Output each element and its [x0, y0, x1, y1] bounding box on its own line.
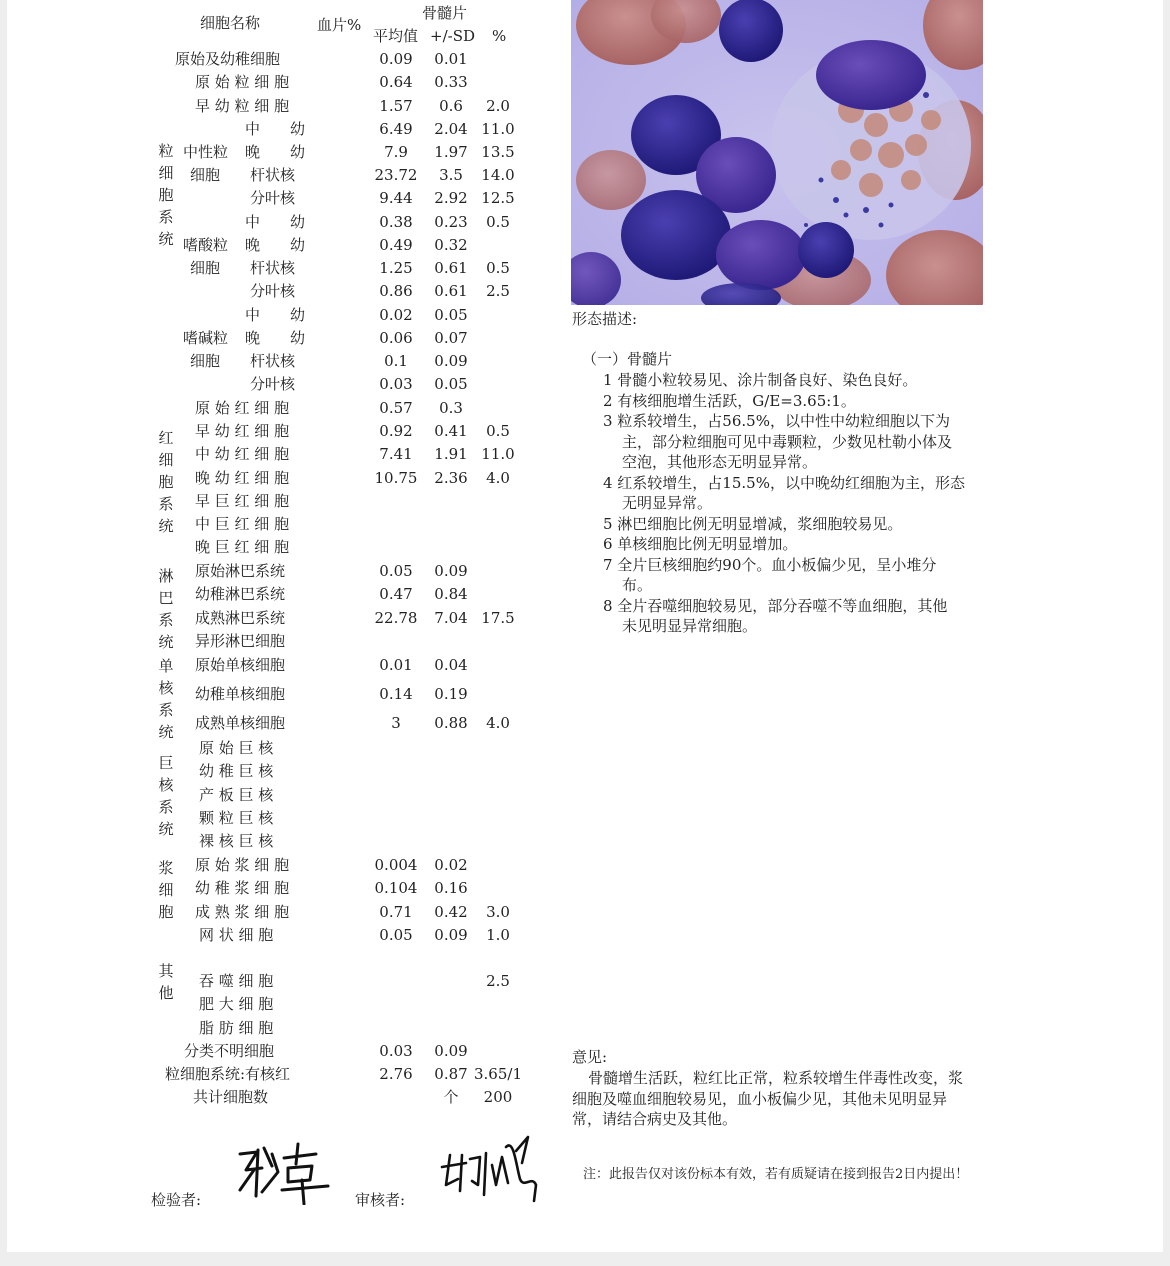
marrow-sd: 0.87: [434, 1065, 468, 1083]
group-plasma: 浆细胞: [158, 859, 174, 921]
marrow-sd: 1.97: [434, 143, 468, 161]
cell-name: 幼稚单核细胞: [195, 685, 286, 703]
cell-name: 原 始 浆 细 胞: [195, 856, 290, 874]
marrow-sd: 0.61: [434, 282, 468, 300]
cell-name: 早 幼 粒 细 胞: [195, 97, 290, 115]
header-blood-pct: 血片%: [317, 16, 362, 34]
group-erythroid: 红细胞系统: [158, 429, 174, 535]
cell-name: 裸 核 巨 核: [199, 832, 274, 850]
subgroup-basophil: 嗜碱粒: [183, 329, 229, 347]
cell-name: 原 始 红 细 胞: [195, 399, 290, 417]
cell-name: 共计细胞数: [193, 1088, 269, 1106]
header-sd: +/-SD: [430, 27, 475, 45]
cell-name: 颗 粒 巨 核: [199, 809, 274, 827]
marrow-sd: 0.42: [434, 903, 468, 921]
marrow-sd: 0.84: [434, 585, 468, 603]
marrow-sd: 3.5: [439, 166, 463, 184]
marrow-sd: 2.04: [434, 120, 468, 138]
marrow-mean: 7.41: [379, 445, 413, 463]
cell-name: 晚 巨 红 细 胞: [195, 538, 290, 556]
disclaimer-note: 注：此报告仅对该份标本有效，若有质疑请在接到报告2日内提出！: [583, 1167, 969, 1182]
opinion-line: 细胞及噬血细胞较易见，血小板偏少见，其他未见明显异: [572, 1089, 948, 1108]
marrow-sd: 2.92: [434, 189, 468, 207]
group-mega: 巨核系统: [158, 754, 174, 838]
opinion-line: 骨髓增生活跃，粒红比正常，粒系较增生伴毒性改变，浆: [588, 1069, 964, 1087]
morphology-line: 无明显异常。: [622, 494, 713, 512]
cell-name: 幼 稚 巨 核: [199, 762, 274, 780]
marrow-mean: 0.47: [379, 585, 413, 603]
morphology-title: 形态描述:: [572, 310, 638, 328]
marrow-sd: 0.32: [434, 236, 468, 254]
marrow-pct: 4.0: [486, 714, 510, 732]
subgroup-eosinophil: 嗜酸粒: [183, 236, 229, 254]
opinion-title: 意见:: [572, 1048, 608, 1066]
cell-name: 吞 噬 细 胞: [199, 972, 274, 990]
marrow-mean: 0.03: [379, 1042, 413, 1060]
marrow-sd: 0.09: [434, 352, 468, 370]
marrow-mean: 0.57: [379, 399, 413, 417]
marrow-sd: 0.16: [434, 879, 468, 897]
morphology-line: 4 红系较增生，占15.5%，以中晚幼红细胞为主，形态: [603, 473, 965, 492]
marrow-pct: 3.65/1: [474, 1065, 522, 1083]
cell-name: 产 板 巨 核: [199, 786, 274, 804]
marrow-pct: 0.5: [486, 259, 510, 277]
marrow-pct: 200: [483, 1088, 513, 1106]
opinion-line: 常，请结合病史及其他。: [572, 1110, 738, 1128]
marrow-sd: 0.19: [434, 685, 468, 703]
cell-name: 中 巨 红 细 胞: [195, 515, 290, 533]
marrow-sd: 0.07: [434, 329, 468, 347]
cell-name: 分叶核: [250, 189, 296, 207]
cell-name: 早 幼 红 细 胞: [195, 422, 290, 440]
cell-name: 原 始 粒 细 胞: [195, 73, 290, 91]
cell-name: 杆状核: [250, 259, 296, 277]
marrow-mean: 1.25: [379, 259, 413, 277]
marrow-mean: 3: [391, 714, 401, 732]
subgroup-neutrophil: 中性粒: [183, 143, 229, 161]
marrow-sd: 0.01: [434, 50, 468, 68]
marrow-mean: 0.004: [374, 856, 418, 874]
morphology-line: 空泡，其他形态无明显异常。: [622, 453, 818, 471]
cell-name: 幼 稚 浆 细 胞: [195, 879, 290, 897]
cell-name: 中 幼: [245, 306, 306, 324]
marrow-sd: 0.23: [434, 213, 468, 231]
cell-name: 原始及幼稚细胞: [175, 50, 281, 68]
header-marrow: 骨髓片: [422, 4, 468, 22]
inspector-signature: [232, 1140, 337, 1209]
marrow-sd: 个: [443, 1088, 459, 1106]
cell-name: 杆状核: [250, 352, 296, 370]
cell-name: 中 幼: [245, 213, 306, 231]
morphology-line: 5 淋巴细胞比例无明显增减，浆细胞较易见。: [603, 514, 903, 533]
morphology-line: 2 有核细胞增生活跃，G/E=3.65:1。: [603, 391, 856, 410]
marrow-mean: 6.49: [379, 120, 413, 138]
cell-name: 分叶核: [250, 375, 296, 393]
subgroup-eosinophil-cell: 细胞: [190, 259, 221, 277]
marrow-pct: 13.5: [481, 143, 515, 161]
bone-marrow-micrograph: [571, 0, 983, 305]
marrow-sd: 0.04: [434, 656, 468, 674]
group-mono: 单核系统: [158, 657, 174, 741]
marrow-pct: 11.0: [481, 445, 515, 463]
cell-name: 晚 幼: [245, 143, 306, 161]
cell-name: 晚 幼: [245, 236, 306, 254]
cell-name: 脂 肪 细 胞: [199, 1019, 274, 1037]
subgroup-basophil-cell: 细胞: [190, 352, 221, 370]
morphology-line: 1 骨髓小粒较易见、涂片制备良好、染色良好。: [603, 371, 918, 389]
cell-name: 成 熟 浆 细 胞: [195, 903, 290, 921]
marrow-mean: 10.75: [374, 469, 418, 487]
page-border-right: [1163, 0, 1170, 1266]
cell-name: 肥 大 细 胞: [199, 995, 274, 1013]
marrow-sd: 0.02: [434, 856, 468, 874]
cell-name: 粒细胞系统:有核红: [165, 1065, 291, 1083]
marrow-mean: 0.09: [379, 50, 413, 68]
marrow-pct: 1.0: [486, 926, 510, 944]
marrow-sd: 0.05: [434, 306, 468, 324]
marrow-mean: 1.57: [379, 97, 413, 115]
marrow-pct: 2.5: [486, 972, 510, 990]
marrow-mean: 0.05: [379, 926, 413, 944]
marrow-mean: 0.02: [379, 306, 413, 324]
morphology-line: 3 粒系较增生，占56.5%，以中性中幼粒细胞以下为: [603, 412, 950, 430]
marrow-mean: 0.05: [379, 562, 413, 580]
marrow-mean: 0.1: [384, 352, 408, 370]
marrow-mean: 23.72: [374, 166, 418, 184]
cell-name: 幼稚淋巴系统: [195, 585, 286, 603]
marrow-sd: 0.09: [434, 562, 468, 580]
marrow-pct: 4.0: [486, 469, 510, 487]
marrow-pct: 3.0: [486, 903, 510, 921]
page-border-left: [0, 0, 7, 1266]
header-cell-name: 细胞名称: [200, 14, 261, 32]
cell-name: 晚 幼: [245, 329, 306, 347]
marrow-pct: 11.0: [481, 120, 515, 138]
morphology-section: （一）骨髓片: [582, 350, 673, 368]
marrow-mean: 22.78: [374, 609, 418, 627]
inspector-label: 检验者:: [151, 1191, 202, 1209]
marrow-sd: 0.88: [434, 714, 468, 732]
cell-name: 杆状核: [250, 166, 296, 184]
cell-name: 异形淋巴细胞: [195, 632, 286, 650]
reviewer-label: 审核者:: [355, 1191, 406, 1209]
marrow-mean: 0.49: [379, 236, 413, 254]
group-granulocyte: 粒细胞系统: [158, 142, 174, 248]
morphology-line: 8 全片吞噬细胞较易见，部分吞噬不等血细胞，其他: [603, 596, 948, 615]
header-mean: 平均值: [373, 27, 419, 45]
cell-name: 成熟单核细胞: [195, 714, 286, 732]
marrow-pct: 12.5: [481, 189, 515, 207]
marrow-sd: 2.36: [434, 469, 468, 487]
marrow-sd: 0.41: [434, 422, 468, 440]
marrow-pct: 2.0: [486, 97, 510, 115]
header-pct: %: [492, 27, 507, 45]
reviewer-signature: [436, 1135, 548, 1211]
marrow-pct: 0.5: [486, 422, 510, 440]
cell-name: 中 幼: [245, 120, 306, 138]
marrow-sd: 0.33: [434, 73, 468, 91]
cell-name: 早 巨 红 细 胞: [195, 492, 290, 510]
marrow-mean: 0.14: [379, 685, 413, 703]
morphology-line: 未见明显异常细胞。: [622, 617, 758, 635]
marrow-mean: 2.76: [379, 1065, 413, 1083]
marrow-sd: 0.6: [439, 97, 463, 115]
marrow-mean: 9.44: [379, 189, 413, 207]
cell-name: 成熟淋巴系统: [195, 609, 286, 627]
cell-name: 分叶核: [250, 282, 296, 300]
marrow-sd: 0.3: [439, 399, 463, 417]
cell-name: 原始淋巴系统: [195, 562, 286, 580]
cell-name: 原 始 巨 核: [199, 739, 274, 757]
morphology-line: 7 全片巨核细胞约90个。血小板偏少见，呈小堆分: [603, 555, 937, 574]
marrow-sd: 0.61: [434, 259, 468, 277]
marrow-mean: 0.104: [374, 879, 418, 897]
marrow-pct: 14.0: [481, 166, 515, 184]
morphology-line: 布。: [622, 576, 653, 594]
page-border-bottom: [0, 1252, 1170, 1266]
cell-name: 网 状 细 胞: [199, 926, 274, 944]
cell-name: 晚 幼 红 细 胞: [195, 469, 290, 487]
marrow-mean: 0.86: [379, 282, 413, 300]
marrow-pct: 17.5: [481, 609, 515, 627]
marrow-mean: 7.9: [384, 143, 408, 161]
morphology-line: 6 单核细胞比例无明显增加。: [603, 535, 798, 553]
marrow-sd: 0.09: [434, 1042, 468, 1060]
marrow-mean: 0.01: [379, 656, 413, 674]
marrow-mean: 0.06: [379, 329, 413, 347]
marrow-mean: 0.38: [379, 213, 413, 231]
group-other: 其他: [158, 962, 174, 1002]
marrow-mean: 0.71: [379, 903, 413, 921]
marrow-sd: 7.04: [434, 609, 468, 627]
marrow-mean: 0.92: [379, 422, 413, 440]
marrow-mean: 0.64: [379, 73, 413, 91]
cell-name: 原始单核细胞: [195, 656, 286, 674]
marrow-sd: 0.09: [434, 926, 468, 944]
marrow-pct: 2.5: [486, 282, 510, 300]
group-lymph: 淋巴系统: [158, 567, 174, 651]
marrow-sd: 0.05: [434, 375, 468, 393]
marrow-pct: 0.5: [486, 213, 510, 231]
cell-name: 分类不明细胞: [184, 1042, 275, 1060]
marrow-sd: 1.91: [434, 445, 468, 463]
marrow-mean: 0.03: [379, 375, 413, 393]
morphology-line: 主，部分粒细胞可见中毒颗粒，少数见杜勒小体及: [622, 432, 953, 451]
cell-name: 中 幼 红 细 胞: [195, 445, 290, 463]
subgroup-neutrophil-cell: 细胞: [190, 166, 221, 184]
